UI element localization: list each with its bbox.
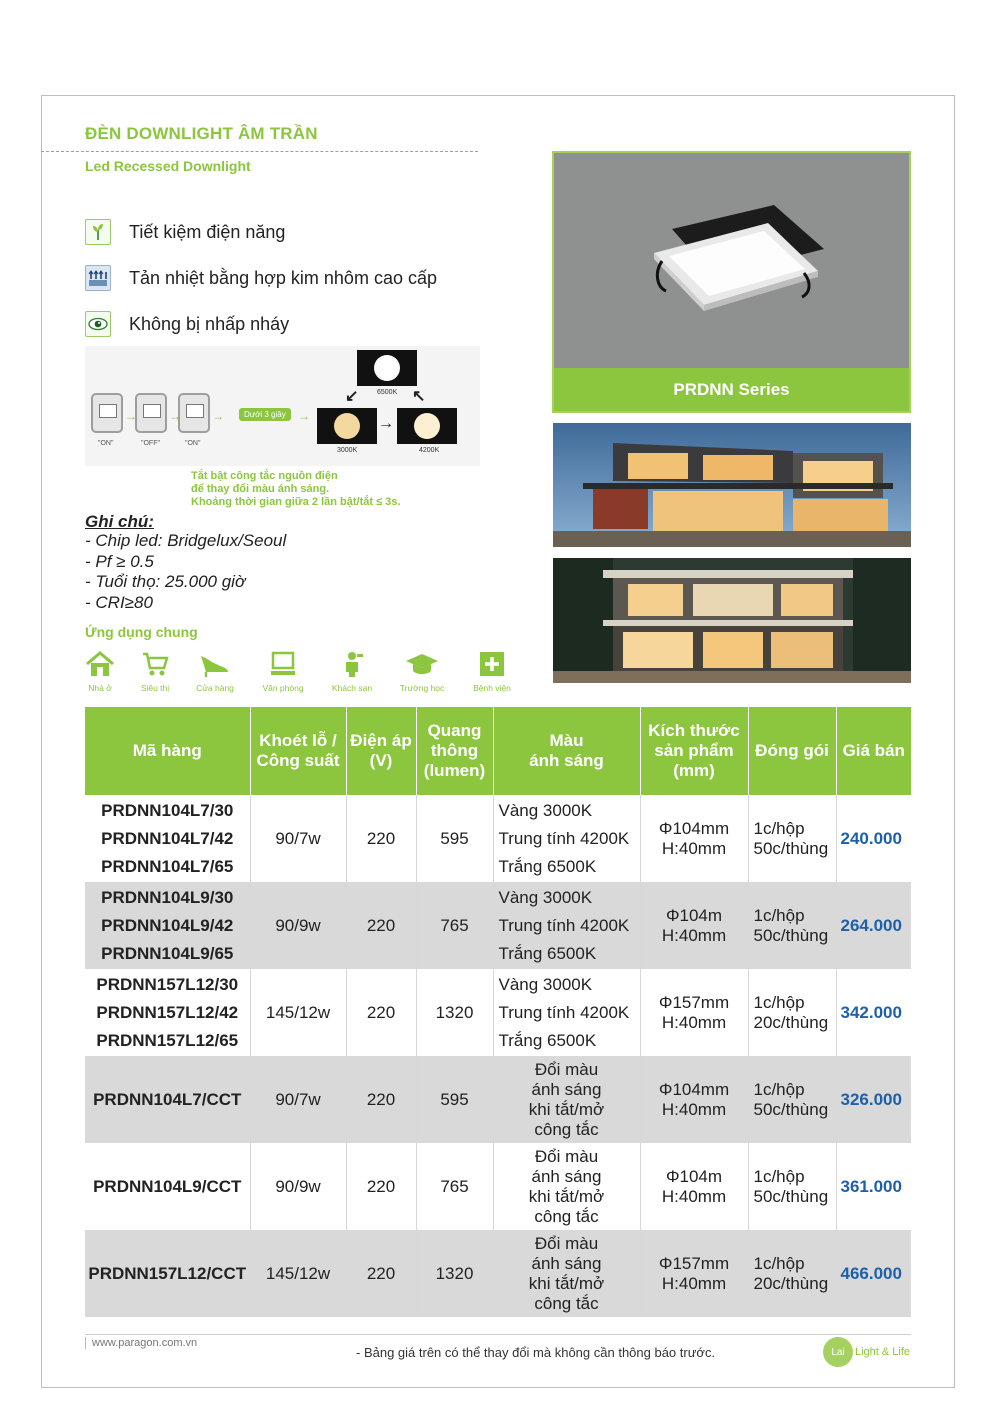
price-table: [85, 707, 911, 1317]
cell-pack: 1c/hộp 50c/thùng: [748, 882, 836, 969]
header-price: Giá bán: [836, 707, 911, 795]
header-size: Kích thước sản phẩm (mm): [640, 707, 748, 795]
application-hospital: [462, 650, 522, 693]
cell-voltage: 220: [346, 1056, 416, 1143]
arrow-icon: →: [212, 409, 224, 423]
lamp-4200k: [397, 408, 457, 444]
cell-price: 240.000: [840, 828, 902, 848]
table-row: [85, 882, 911, 969]
page-subtitle: Led Recessed Downlight: [85, 158, 251, 174]
application-school: [392, 650, 452, 693]
table-header-row: [85, 707, 911, 795]
table-row: [85, 969, 911, 1056]
cell-lumen: 1320: [416, 1230, 493, 1317]
notes-title: Ghi chú:: [85, 512, 154, 531]
cell-voltage: 220: [346, 795, 416, 882]
cell-lumen: 595: [416, 1056, 493, 1143]
header-packaging: Đóng gói: [748, 707, 836, 795]
application-label: Văn phòng: [262, 683, 304, 693]
cell-size: Φ104m H:40mm: [640, 1143, 748, 1230]
cell-code: PRDNN157L12/CCT: [85, 1230, 250, 1317]
cell-size: Φ157mm H:40mm: [640, 969, 748, 1056]
logo-mark: Lai: [823, 1337, 853, 1367]
cell-cutout: 90/9w: [250, 1143, 346, 1230]
cell-pack: 1c/hộp 50c/thùng: [748, 1056, 836, 1143]
cct-note-line: để thay đổi màu ánh sáng.: [191, 483, 330, 495]
application-hotel: [322, 650, 382, 693]
switch-label: "ON": [185, 440, 201, 447]
header-cutout-power: Khoét lỗ / Công suất: [250, 707, 346, 795]
house-photo-2: [553, 558, 911, 683]
lamp-3000k: [317, 408, 377, 444]
cell-code: PRDNN104L7/30 PRDNN104L7/42 PRDNN104L7/65: [85, 795, 250, 882]
arrow-icon: →: [169, 409, 181, 423]
cell-color: Vàng 3000K Trung tính 4200K Trắng 6500K: [493, 882, 640, 969]
cell-price: 342.000: [840, 1002, 902, 1022]
notes-list: [85, 531, 286, 613]
arrow-up-right-icon: ↖: [412, 388, 426, 405]
cell-cutout: 90/9w: [250, 882, 346, 969]
cell-pack: 1c/hộp 50c/thùng: [748, 795, 836, 882]
cart-icon: [125, 650, 185, 682]
note-item: - Tuổi thọ: 25.000 giờ: [85, 572, 246, 591]
cell-lumen: 765: [416, 882, 493, 969]
logo-text: Light & Life: [855, 1346, 911, 1358]
cell-code: PRDNN104L9/CCT: [85, 1143, 250, 1230]
cell-color: Vàng 3000K Trung tính 4200K Trắng 6500K: [493, 969, 640, 1056]
application-label: Khách sạn: [331, 683, 373, 693]
switch-icon: [178, 393, 210, 433]
note-item: - Chip led: Bridgelux/Seoul: [85, 531, 287, 550]
application-label: Cửa hàng: [196, 683, 234, 693]
temp-label: 6500K: [377, 389, 398, 396]
note-item: - Pf ≥ 0.5: [85, 551, 154, 571]
cell-cutout: 90/7w: [250, 795, 346, 882]
arrow-right-icon: →: [378, 415, 394, 432]
brand-logo: [823, 1337, 910, 1367]
feature-energy-saving: [85, 219, 285, 245]
cell-price: 264.000: [836, 882, 911, 969]
feature-label: Không bị nhấp nháy: [129, 313, 290, 334]
downlight-product-image: [554, 153, 911, 372]
footer-divider: [85, 1334, 911, 1335]
cell-cutout: 90/7w: [250, 1056, 346, 1143]
cct-note-line: Khoảng thời gian giữa 2 lần bật/tắt ≤ 3s.: [191, 496, 401, 508]
cell-lumen: 765: [416, 1143, 493, 1230]
cell-cutout: 145/12w: [250, 1230, 346, 1317]
cell-pack: 1c/hộp 20c/thùng: [748, 1230, 836, 1317]
header-voltage: Điện áp (V): [346, 707, 416, 795]
bellboy-icon: [322, 650, 382, 682]
cell-voltage: 220: [346, 969, 416, 1056]
cell-pack: 1c/hộp 50c/thùng: [748, 1143, 836, 1230]
switch-label: "OFF": [141, 440, 160, 447]
application-label: Bệnh viện: [473, 683, 511, 693]
cell-voltage: 220: [346, 882, 416, 969]
application-office: [253, 650, 313, 693]
cell-lumen: 595: [416, 795, 493, 882]
switch-label: "ON": [98, 440, 114, 447]
title-divider: [41, 151, 478, 152]
application-label: Trường học: [399, 683, 445, 693]
table-row: [85, 1143, 911, 1230]
cell-pack: 1c/hộp 20c/thùng: [748, 969, 836, 1056]
application-shop: [185, 650, 245, 693]
footer-note: - Bảng giá trên có thể thay đổi mà không cần thông báo trước.: [356, 1345, 716, 1360]
shoe-icon: [185, 650, 245, 682]
cell-size: Φ104mm H:40mm: [640, 795, 748, 882]
cell-color: Vàng 3000K Trung tính 4200K Trắng 6500K: [493, 795, 640, 882]
temp-label: 4200K: [419, 447, 440, 454]
arrow-icon: →: [125, 409, 137, 423]
house-photo-1: [553, 423, 911, 547]
arrow-icon: →: [298, 409, 310, 423]
table-row: [85, 1056, 911, 1143]
plant-icon: [85, 219, 111, 245]
switch-icon: [135, 393, 167, 433]
cct-note: [191, 470, 400, 509]
cell-color: Đổi màu ánh sáng khi tắt/mở công tắc: [493, 1143, 640, 1230]
page-title: ĐÈN DOWNLIGHT ÂM TRẦN: [85, 124, 318, 143]
footer-website[interactable]: www.paragon.com.vn: [85, 1337, 197, 1349]
feature-heat-dissipation: [85, 265, 437, 291]
cell-color: Đổi màu ánh sáng khi tắt/mở công tắc: [493, 1056, 640, 1143]
cell-voltage: 220: [346, 1230, 416, 1317]
temp-label: 3000K: [337, 447, 358, 454]
cct-note-line: Tắt bật công tắc nguồn điện: [191, 470, 338, 482]
series-label: PRDNN Series: [554, 368, 909, 411]
application-home: [70, 650, 130, 693]
cell-code: PRDNN157L12/30 PRDNN157L12/42 PRDNN157L12/65: [85, 969, 250, 1056]
cell-cutout: 145/12w: [250, 969, 346, 1056]
application-label: Nhà ở: [88, 683, 112, 693]
application-supermarket: [125, 650, 185, 693]
hospital-cross-icon: [462, 650, 522, 682]
product-photo: [552, 151, 911, 413]
applications-title: Ứng dụng chung: [85, 624, 198, 640]
office-icon: [253, 650, 313, 682]
heat-sink-icon: [85, 265, 111, 291]
cell-voltage: 220: [346, 1143, 416, 1230]
header-light-color: Màu ánh sáng: [493, 707, 640, 795]
table-row: [85, 795, 911, 882]
note-item: - CRI≥80: [85, 592, 153, 612]
header-lumen: Quang thông (lumen): [416, 707, 493, 795]
cct-switch-diagram: [85, 346, 480, 466]
lamp-6500k: [357, 350, 417, 386]
cell-lumen: 1320: [416, 969, 493, 1056]
cell-code: PRDNN104L7/CCT: [85, 1056, 250, 1143]
header-code: Mã hàng: [85, 707, 250, 795]
cell-price: 326.000: [836, 1056, 911, 1143]
arrow-up-left-icon: ↙: [345, 388, 359, 405]
timer-badge: Dưới 3 giây: [239, 408, 291, 421]
cell-code: PRDNN104L9/30 PRDNN104L9/42 PRDNN104L9/65: [85, 882, 250, 969]
house-icon: [70, 650, 130, 682]
cell-size: Φ104mm H:40mm: [640, 1056, 748, 1143]
cell-price: 466.000: [836, 1230, 911, 1317]
table-row: [85, 1230, 911, 1317]
switch-icon: [91, 393, 123, 433]
cell-color: Đổi màu ánh sáng khi tắt/mở công tắc: [493, 1230, 640, 1317]
feature-label: Tiết kiệm điện năng: [129, 221, 286, 242]
cell-price: 361.000: [840, 1176, 902, 1196]
feature-label: Tản nhiệt bằng hợp kim nhôm cao cấp: [129, 267, 437, 288]
cell-size: Φ157mm H:40mm: [640, 1230, 748, 1317]
cell-size: Φ104m H:40mm: [640, 882, 748, 969]
application-label: Siêu thị: [140, 683, 170, 693]
feature-no-flicker: [85, 311, 289, 337]
eye-icon: [85, 311, 111, 337]
graduation-cap-icon: [392, 650, 452, 682]
